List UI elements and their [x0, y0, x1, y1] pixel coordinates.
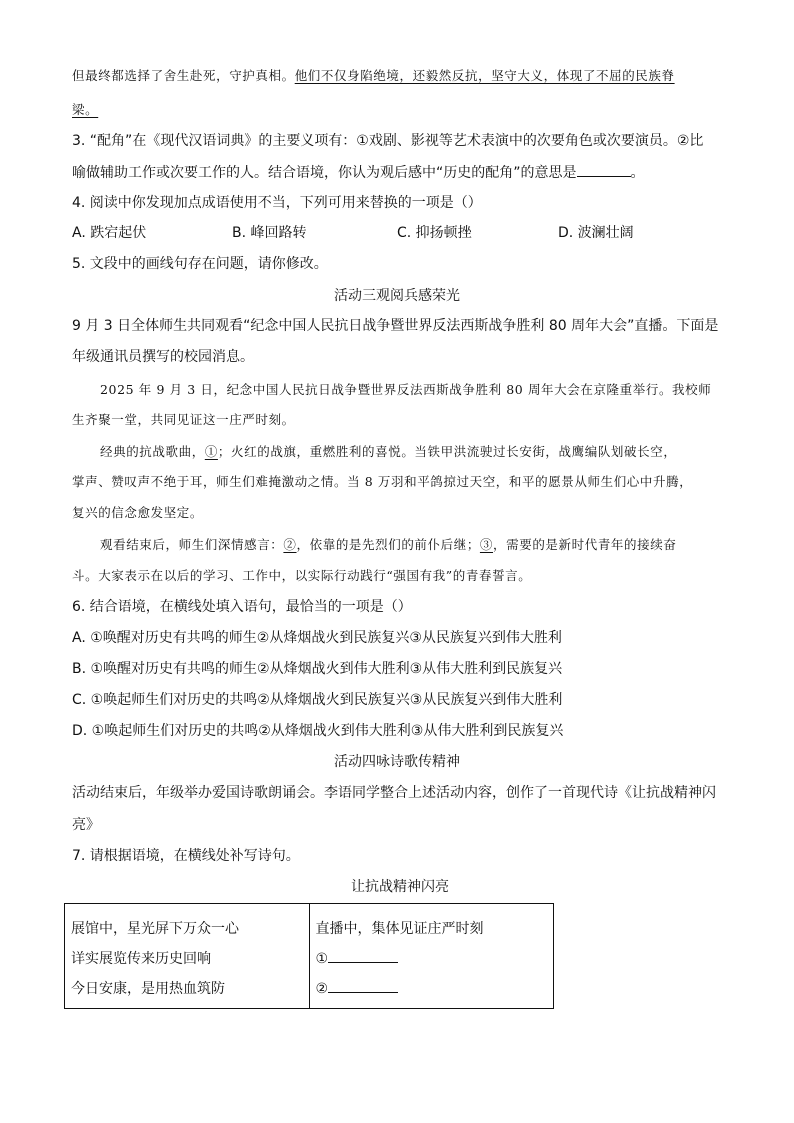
activity-3-title: 活动三观阅兵感荣光 — [334, 288, 460, 304]
news-paragraph-2: 复兴的信念愈发坚定。 — [72, 505, 204, 520]
question-5-stem: 5. 文段中的画线句存在问题，请你修改。 — [72, 256, 328, 272]
blank-number: ② — [315, 981, 329, 997]
option-a[interactable]: A. 跌宕起伏 — [72, 225, 147, 241]
news-paragraph-3: 斗。大家表示在以后的学习、工作中，以实际行动践行“强国有我”的青春誓言。 — [72, 568, 532, 583]
plain-text: 但最终都选择了舍生赴死，守护真相。 — [72, 68, 295, 83]
text: ，依靠的是先烈们的前仆后继； — [296, 537, 480, 552]
poem-title: 让抗战精神闪亮 — [351, 879, 449, 895]
poem-line: 直播中，集体见证庄严时刻 — [315, 921, 484, 937]
poem-line: 详实展览传来历史回响 — [71, 951, 211, 967]
poem-blank-1[interactable] — [316, 944, 548, 974]
poem-table — [64, 903, 554, 1009]
news-paragraph-1: 2025 年 9 月 3 日，纪念中国人民抗日战争暨世界反法西斯战争胜利 80 周年大会在京隆重举行。我校师 — [100, 382, 712, 397]
text: 经典的抗战歌曲， — [100, 444, 205, 459]
text: ；火红的战旗，重燃胜利的喜悦。当铁甲洪流驶过长安街，战鹰编队划破长空， — [217, 444, 677, 459]
blank-number: ① — [315, 951, 329, 967]
poem-left-column — [65, 904, 310, 1009]
blank-marker-1[interactable]: ① — [204, 444, 218, 459]
question-text: 。 — [630, 165, 645, 181]
question-4-stem: 4. 阅读中你发现加点成语使用不当，下列可用来替换的一项是（） — [72, 195, 482, 211]
text: 观看结束后，师生们深情感言： — [100, 537, 284, 552]
text-line — [72, 100, 98, 120]
option-d[interactable]: D. 波澜壮阔 — [558, 225, 634, 241]
underlined-sentence: 他们不仅身陷绝境，还毅然反抗，坚守大义，体现了不屈的民族脊 — [294, 68, 675, 83]
option-c[interactable]: C. ①唤起师生们对历史的共鸣②从烽烟战火到民族复兴③从民族复兴到伟大胜利 — [72, 692, 563, 708]
poem-line: 展馆中，星光屏下万众一心 — [71, 921, 239, 937]
question-3-line1: 3. “配角”在《现代汉语词典》的主要义项有：①戏剧、影视等艺术表演中的次要角色或次要演员。②比 — [72, 133, 704, 149]
option-d[interactable]: D. ①唤起师生们对历史的共鸣②从烽烟战火到伟大胜利③从伟大胜利到民族复兴 — [72, 723, 564, 739]
text: ，需要的是新时代青年的接续奋 — [493, 537, 677, 552]
question-6-stem: 6. 结合语境，在横线处填入语句，最恰当的一项是（） — [72, 599, 412, 615]
option-b[interactable]: B. 峰回路转 — [232, 225, 307, 241]
news-paragraph-1: 生齐聚一堂，共同见证这一庄严时刻。 — [72, 412, 295, 427]
activity-4-title: 活动四咏诗歌传精神 — [334, 754, 460, 770]
question-text: 喻做辅助工作或次要工作的人。结合语境，你认为观后感中“历史的配角”的意思是 — [72, 165, 577, 181]
poem-line: 今日安康，是用热血筑防 — [71, 981, 225, 997]
poem-blank-2[interactable] — [316, 974, 548, 1004]
option-b[interactable]: B. ①唤醒对历史有共鸣的师生②从烽烟战火到伟大胜利③从伟大胜利到民族复兴 — [72, 661, 563, 677]
activity-4-intro: 活动结束后，年级举办爱国诗歌朗诵会。李语同学整合上述活动内容，创作了一首现代诗《让抗战精神闪 — [72, 785, 716, 801]
answer-blank[interactable] — [328, 948, 398, 963]
news-paragraph-3 — [100, 535, 676, 555]
news-paragraph-2 — [100, 442, 676, 462]
option-a[interactable]: A. ①唤醒对历史有共鸣的师生②从烽烟战火到民族复兴③从民族复兴到伟大胜利 — [72, 630, 562, 646]
blank-marker-3[interactable]: ③ — [479, 537, 494, 552]
question-3-line2 — [72, 162, 645, 183]
underlined-sentence: 梁。 — [72, 102, 99, 117]
activity-3-intro: 9 月 3 日全体师生共同观看“纪念中国人民抗日战争暨世界反法西斯战争胜利 80 周年大会”直播。下面是 — [72, 318, 719, 334]
answer-blank[interactable] — [328, 978, 398, 993]
option-c[interactable]: C. 抑扬顿挫 — [397, 225, 472, 241]
activity-3-intro: 年级通讯员撰写的校园消息。 — [72, 349, 254, 365]
question-7-stem: 7. 请根据语境，在横线处补写诗句。 — [72, 848, 300, 864]
poem-right-column — [309, 904, 554, 1009]
answer-blank[interactable] — [577, 162, 631, 177]
activity-4-intro: 亮》 — [72, 817, 100, 833]
text-line — [72, 66, 675, 86]
news-paragraph-2: 掌声、赞叹声不绝于耳，师生们难掩激动之情。当 8 万羽和平鸽掠过天空，和平的愿景从师生们心中升腾， — [72, 474, 693, 489]
blank-marker-2[interactable]: ② — [283, 537, 297, 552]
